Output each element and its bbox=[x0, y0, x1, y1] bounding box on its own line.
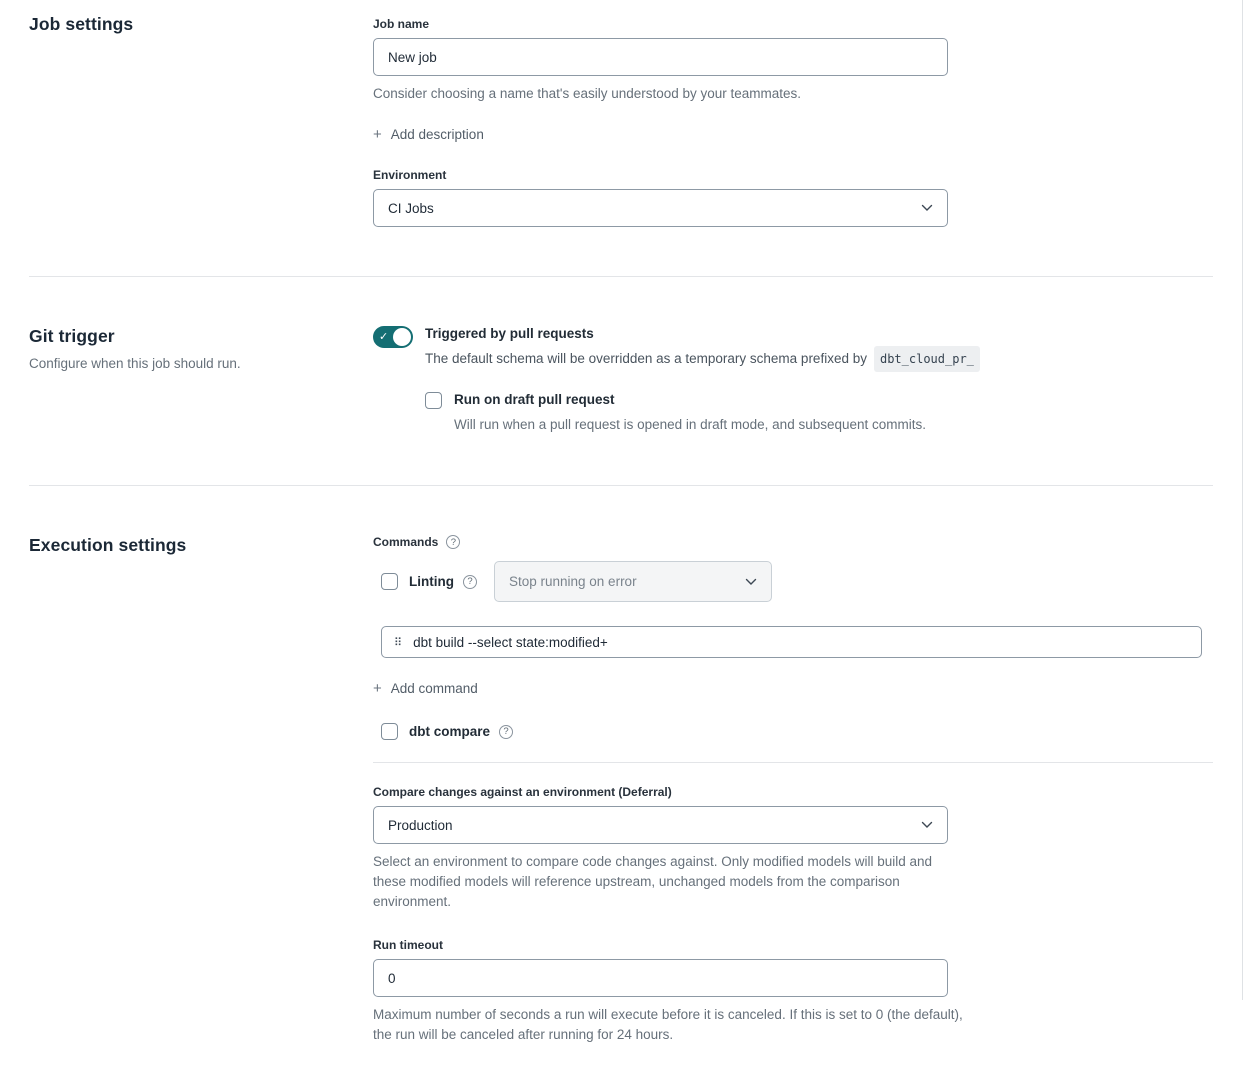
git-trigger-heading: Git trigger bbox=[29, 326, 115, 346]
check-icon: ✓ bbox=[379, 331, 389, 343]
run-timeout-label: Run timeout bbox=[373, 938, 443, 952]
deferral-select-value: Production bbox=[388, 817, 453, 833]
draft-pr-row bbox=[425, 392, 980, 409]
toggle-knob bbox=[393, 328, 411, 346]
section-execution-settings bbox=[0, 486, 1246, 1069]
commands-label: Commands bbox=[373, 535, 439, 549]
dbt-compare-label: dbt compare bbox=[409, 724, 491, 739]
section-job-settings-left bbox=[29, 14, 373, 227]
drag-handle-icon[interactable]: ⠿ bbox=[394, 635, 403, 649]
section-execution-settings-left bbox=[29, 535, 373, 1045]
environment-label: Environment bbox=[373, 168, 447, 182]
pr-toggle[interactable] bbox=[373, 326, 413, 348]
chevron-down-icon bbox=[921, 204, 933, 212]
section-execution-settings-right bbox=[373, 535, 1213, 1045]
plus-icon: + bbox=[373, 126, 382, 143]
help-icon[interactable]: ? bbox=[446, 535, 460, 549]
job-name-helper: Consider choosing a name that's easily understood by your teammates. bbox=[373, 86, 802, 101]
add-command-label: Add command bbox=[390, 681, 478, 696]
add-command-button[interactable] bbox=[373, 681, 478, 696]
execution-settings-heading: Execution settings bbox=[29, 535, 187, 555]
pr-toggle-row bbox=[373, 326, 1213, 435]
draft-pr-checkbox[interactable] bbox=[425, 392, 442, 409]
dbt-compare-row bbox=[373, 723, 1213, 740]
run-timeout-helper: Maximum number of seconds a run will execute before it is canceled. If this is set to 0 (the default), the run will be canceled after running for 24 hours. bbox=[373, 1007, 963, 1042]
linting-checkbox[interactable] bbox=[381, 573, 398, 590]
linting-label: Linting bbox=[409, 574, 454, 589]
section-job-settings bbox=[0, 0, 1246, 276]
chevron-down-icon bbox=[745, 578, 757, 586]
linting-row bbox=[373, 561, 1213, 602]
deferral-label: Compare changes against an environment (Deferral) bbox=[373, 785, 672, 799]
plus-icon: + bbox=[373, 680, 382, 697]
content-right-border bbox=[1242, 0, 1243, 1000]
deferral-select[interactable] bbox=[373, 806, 948, 844]
add-description-button[interactable] bbox=[373, 127, 484, 142]
help-icon[interactable]: ? bbox=[499, 725, 513, 739]
job-name-label: Job name bbox=[373, 17, 430, 31]
git-trigger-subtitle: Configure when this job should run. bbox=[29, 356, 241, 371]
linting-mode-select-value: Stop running on error bbox=[508, 574, 637, 589]
section-job-settings-right bbox=[373, 14, 1213, 227]
environment-select-value: CI Jobs bbox=[388, 200, 434, 216]
pr-toggle-description-text: The default schema will be overridden as a temporary schema prefixed by bbox=[425, 351, 867, 366]
pr-toggle-description bbox=[425, 346, 980, 372]
run-timeout-input[interactable] bbox=[373, 959, 948, 997]
section-git-trigger bbox=[0, 277, 1246, 485]
command-input[interactable] bbox=[413, 635, 1189, 650]
draft-pr-description: Will run when a pull request is opened in draft mode, and subsequent commits. bbox=[454, 417, 927, 432]
pr-toggle-content bbox=[425, 326, 980, 435]
job-settings-heading: Job settings bbox=[29, 14, 134, 34]
linting-mode-select[interactable] bbox=[494, 561, 772, 602]
deferral-helper: Select an environment to compare code changes against. Only modified models will build and these modified models will reference upstream, unchanged models from the comparison environment. bbox=[373, 854, 933, 909]
draft-pr-label: Run on draft pull request bbox=[454, 392, 615, 407]
job-name-input[interactable] bbox=[373, 38, 948, 76]
schema-prefix-code: dbt_cloud_pr_ bbox=[874, 346, 980, 372]
pr-toggle-label: Triggered by pull requests bbox=[425, 326, 594, 341]
section-git-trigger-right bbox=[373, 326, 1213, 435]
subsection-divider bbox=[373, 762, 1213, 763]
environment-select[interactable] bbox=[373, 189, 948, 227]
commands-label-row bbox=[373, 535, 1213, 549]
add-description-label: Add description bbox=[390, 127, 484, 142]
command-row bbox=[381, 626, 1202, 658]
section-git-trigger-left bbox=[29, 326, 373, 435]
dbt-compare-checkbox[interactable] bbox=[381, 723, 398, 740]
help-icon[interactable]: ? bbox=[463, 575, 477, 589]
chevron-down-icon bbox=[921, 821, 933, 829]
